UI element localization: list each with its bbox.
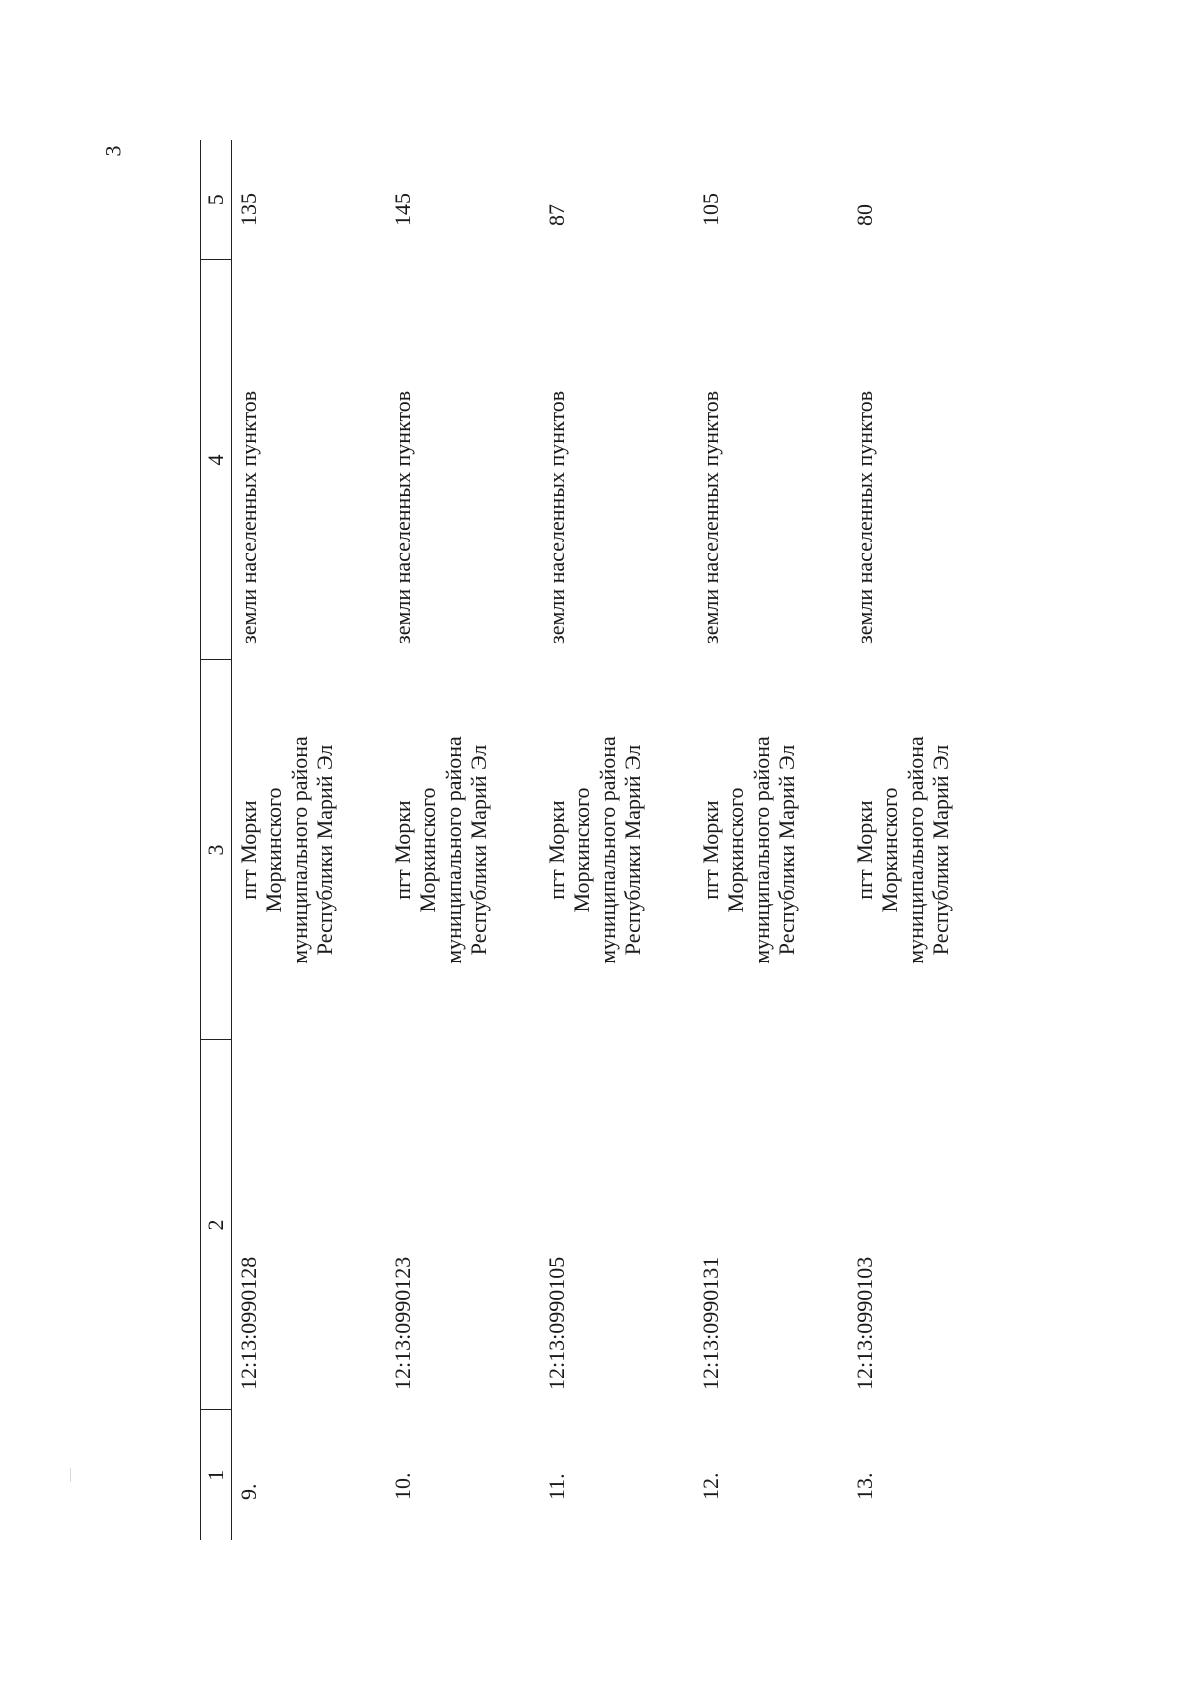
table-row [232, 140, 387, 1540]
location-line: Республики Марий Эл [773, 744, 799, 956]
table-header [201, 140, 232, 1540]
row-number: 9. [236, 1483, 261, 1500]
area-value: 105 [698, 193, 723, 226]
location-line: пгт Морки [390, 800, 415, 900]
scan-artifact [70, 1468, 71, 1482]
cadastral-number: 12:13:0990105 [544, 1256, 569, 1390]
location-line: Республики Марий Эл [927, 744, 953, 956]
table-row [694, 140, 848, 1540]
cadastral-number: 12:13:0990123 [390, 1256, 415, 1390]
location-line: Моркинского [569, 787, 595, 913]
table-body [232, 140, 1003, 1540]
land-category: земли населенных пунктов [698, 390, 723, 644]
row-number: 10. [390, 1472, 415, 1500]
location-line: пгт Морки [544, 800, 569, 900]
header-col-5: 5 [201, 140, 232, 260]
location-line: Республики Марий Эл [465, 744, 491, 956]
area-value: 80 [852, 204, 877, 226]
area-value: 135 [236, 193, 261, 226]
area-value: 87 [544, 204, 569, 226]
row-number: 12. [698, 1472, 723, 1500]
location-line: Республики Марий Эл [619, 744, 645, 956]
location-cell [232, 660, 387, 1040]
land-plots-table [200, 140, 1002, 1540]
land-category: земли населенных пунктов [544, 390, 569, 644]
area-value: 145 [390, 193, 415, 226]
land-category: земли населенных пунктов [236, 390, 261, 644]
location-cell [386, 660, 540, 1040]
location-line: Моркинского [261, 787, 287, 913]
table-row [386, 140, 540, 1540]
location-line: Моркинского [723, 787, 749, 913]
location-cell [848, 660, 1002, 1040]
location-line: муниципального района [902, 736, 928, 964]
row-number: 13. [852, 1472, 877, 1500]
location-line: пгт Морки [236, 800, 261, 900]
location-line: пгт Морки [852, 800, 877, 900]
location-cell [540, 660, 694, 1040]
header-col-1: 1 [201, 1410, 232, 1540]
land-category: земли населенных пунктов [390, 390, 415, 644]
row-number: 11. [544, 1473, 569, 1500]
table-row [540, 140, 694, 1540]
header-col-2: 2 [201, 1040, 232, 1410]
land-category: земли населенных пунктов [852, 390, 877, 644]
header-col-4: 4 [201, 260, 232, 660]
cadastral-number: 12:13:0990103 [852, 1256, 877, 1390]
location-line: муниципального района [748, 736, 774, 964]
rotated-document-body [200, 140, 990, 1540]
cadastral-number: 12:13:0990131 [698, 1256, 723, 1390]
header-col-3: 3 [201, 660, 232, 1040]
location-line: Моркинского [877, 787, 903, 913]
location-line: Республики Марий Эл [311, 744, 337, 956]
location-cell [694, 660, 848, 1040]
header-row [201, 140, 232, 1540]
location-line: муниципального района [286, 736, 312, 964]
location-line: пгт Морки [698, 800, 723, 900]
location-line: муниципального района [440, 736, 466, 964]
table-row [848, 140, 1002, 1540]
page-number: 3 [100, 145, 126, 157]
cadastral-number: 12:13:0990128 [236, 1256, 261, 1390]
location-line: Моркинского [415, 787, 441, 913]
location-line: муниципального района [594, 736, 620, 964]
